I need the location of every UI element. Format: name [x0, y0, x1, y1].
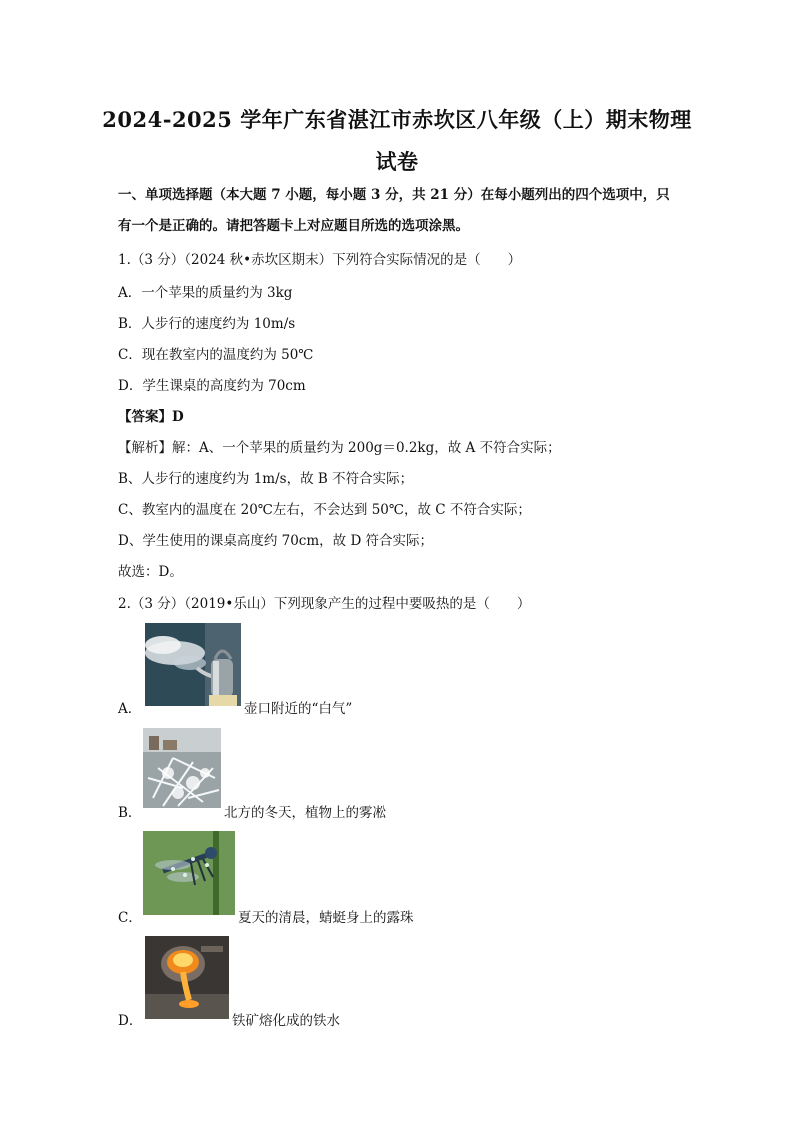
section-heading-line1: 一、单项选择题（本大题 7 小题，每小题 3 分，共 21 分）在每小题列出的四个选项中，只 [118, 187, 670, 203]
question-2-option-d-letter: D． [118, 1013, 143, 1029]
section-heading [118, 180, 678, 242]
question-1-option-a: A．一个苹果的质量约为 3kg [118, 285, 293, 301]
question-1-stem: 1.（3 分）（2024 秋•赤坎区期末）下列符合实际情况的是（ ） [118, 252, 522, 268]
question-2-option-a-letter: A． [118, 701, 142, 717]
question-2-option-a-text: 壶口附近的“白气” [244, 701, 353, 717]
question-1-option-c: C．现在教室内的温度约为 50℃ [118, 347, 314, 363]
question-1-answer: 【答案】D [118, 409, 184, 425]
dragonfly-dew-photo-icon [143, 831, 235, 915]
question-1-analysis-line: C、教室内的温度在 20℃左右，不会达到 50℃，故 C 不符合实际； [118, 502, 531, 518]
question-2-option-b-text: 北方的冬天，植物上的雾凇 [224, 805, 386, 821]
document-title-line1: 2024-2025 学年广东省湛江市赤坎区八年级（上）期末物理 [102, 107, 692, 132]
rime-plant-photo-icon [143, 728, 221, 808]
question-2-stem: 2.（3 分）（2019•乐山）下列现象产生的过程中要吸热的是（ ） [118, 596, 531, 612]
question-2-option-c-letter: C． [118, 910, 142, 926]
section-heading-line2: 有一个是正确的。请把答题卡上对应题目所选的选项涂黑。 [118, 218, 469, 234]
question-1-option-b: B．人步行的速度约为 10m/s [118, 316, 296, 332]
kettle-steam-photo-icon [145, 623, 241, 706]
question-1-analysis-line: 故选：D。 [118, 564, 183, 580]
question-2-option-c-text: 夏天的清晨，蜻蜓身上的露珠 [238, 910, 414, 926]
document-title-line2: 试卷 [375, 149, 419, 174]
question-1-option-d: D．学生课桌的高度约为 70cm [118, 378, 306, 394]
question-1-analysis-line: B、人步行的速度约为 1m/s，故 B 不符合实际； [118, 471, 414, 487]
question-1-analysis-line: 【解析】解：A、一个苹果的质量约为 200g＝0.2kg，故 A 不符合实际； [118, 440, 561, 456]
question-2-option-b-letter: B． [118, 805, 142, 821]
question-1-analysis-line: D、学生使用的课桌高度约 70cm，故 D 符合实际； [118, 533, 434, 549]
molten-iron-photo-icon [145, 936, 229, 1019]
question-2-option-d-text: 铁矿熔化成的铁水 [232, 1013, 340, 1029]
